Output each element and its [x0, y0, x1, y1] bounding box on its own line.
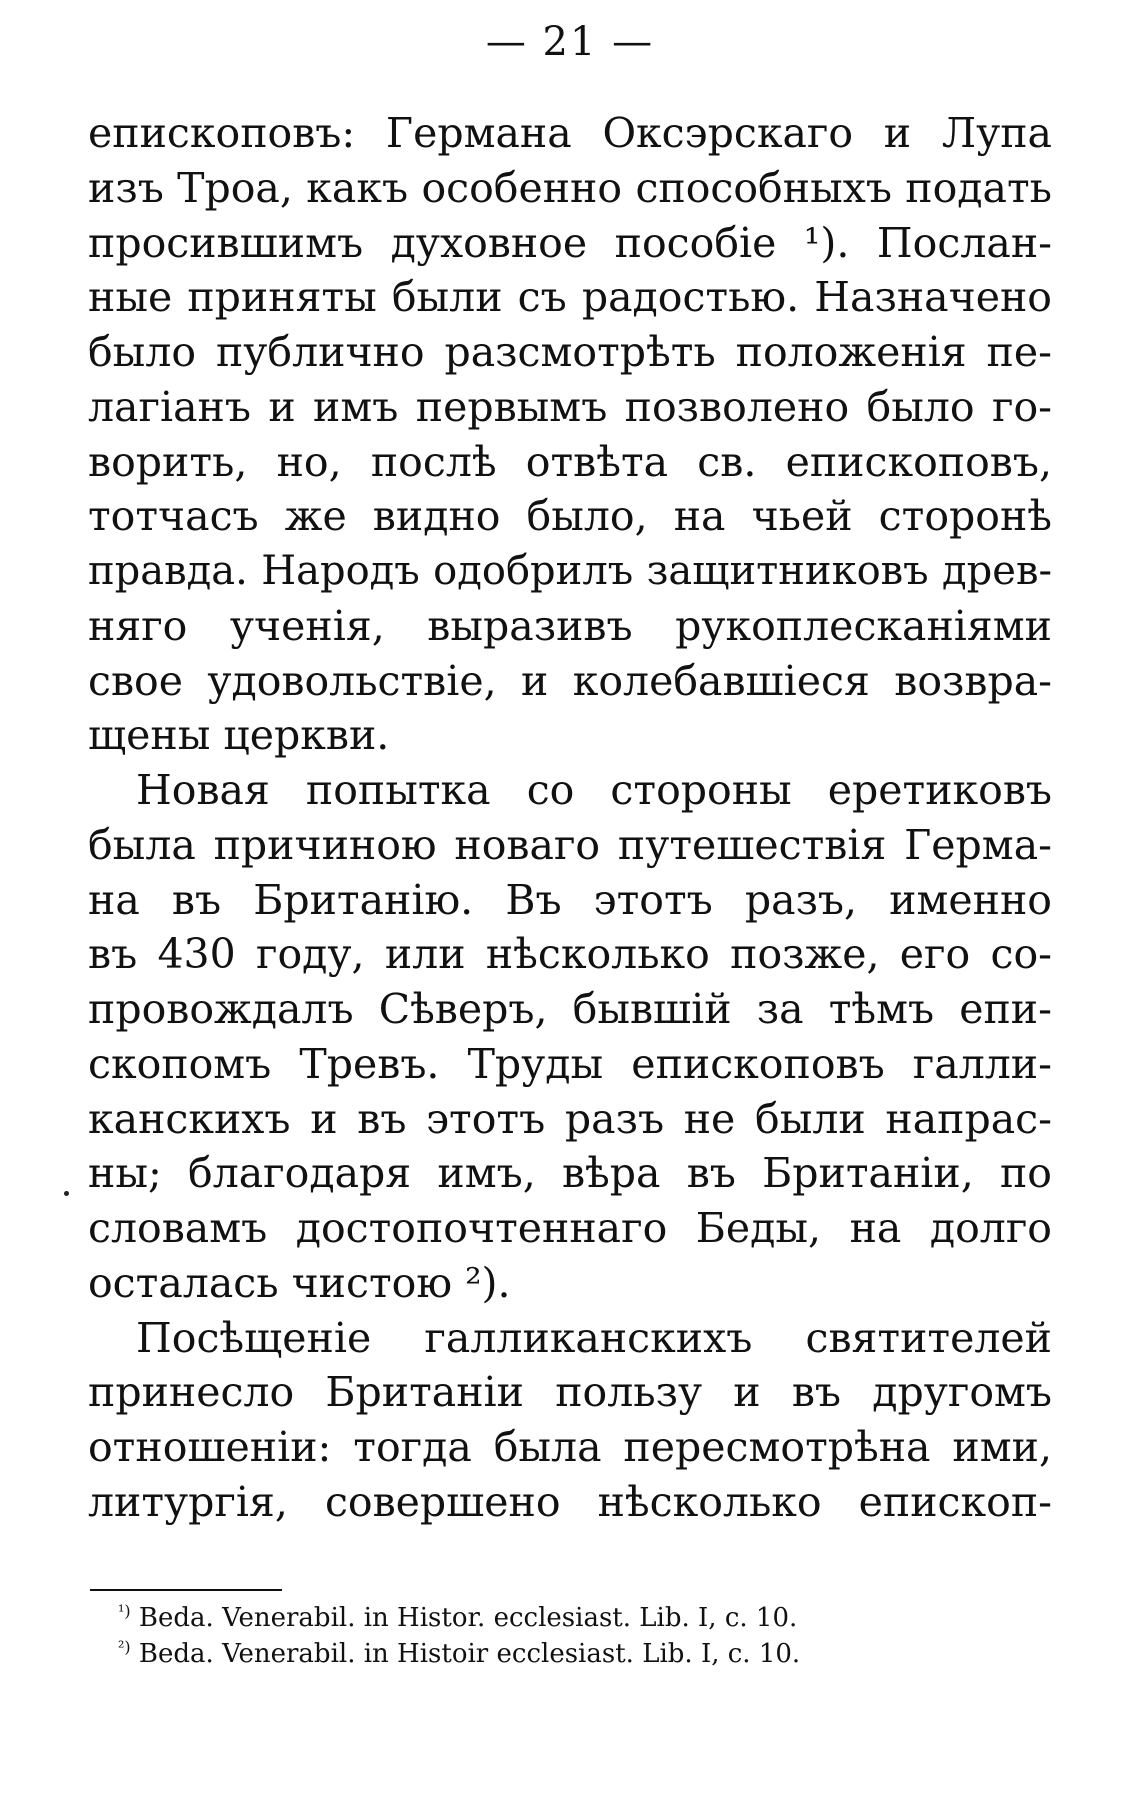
text-line: лагіанъ и имъ первымъ позволено было го- [88, 382, 1052, 431]
text-line: принесло Британіи пользу и въ другомъ [88, 1368, 1052, 1417]
text-line: на въ Британію. Въ этотъ разъ, именно [88, 875, 1052, 924]
text-line: просившимъ духовное пособіе ¹). Послан- [88, 218, 1052, 267]
text-line: ворить, но, послѣ отвѣта св. епископовъ, [88, 437, 1052, 486]
text-line: правда. Народъ одобрилъ защитниковъ древ- [88, 548, 1052, 594]
print-speck [64, 1191, 69, 1196]
paragraph-2 [88, 763, 1052, 1311]
text-line: ные приняты были съ радостью. Назначено [88, 273, 1052, 322]
footnote-text: Beda. Venerabil. in Histor. ecclesiast. Lib. I, c. 10. [138, 1603, 798, 1633]
footnotes [118, 1600, 978, 1672]
text-line: въ 430 году, или нѣсколько позже, его со- [88, 930, 1052, 979]
footnote-2 [118, 1636, 978, 1672]
paragraph-3 [88, 1311, 1052, 1530]
paragraph-1 [88, 106, 1052, 763]
text-line: было публично разсмотрѣть положенія пе- [88, 328, 1052, 376]
text-line: тотчасъ же видно было, на чьей сторонѣ [88, 492, 1052, 541]
text-line: словамъ достопочтеннаго Беды, на долго [88, 1204, 1052, 1252]
footnote-mark: ¹) [118, 1601, 131, 1621]
page-number: — 21 — [485, 19, 655, 65]
text-line: провождалъ Сѣверъ, бывшій за тѣмъ епи- [88, 985, 1052, 1033]
text-line: няго ученія, выразивъ рукоплесканіями [88, 601, 1052, 650]
text-line: свое удовольствіе, и колебавшіеся возвра- [88, 656, 1052, 705]
text-line: Посѣщеніе галликанскихъ святителей [136, 1313, 1052, 1362]
text-line: была причиною новаго путешествія Герма- [88, 820, 1052, 869]
text-line: щены церкви. [88, 711, 390, 760]
text-line: епископовъ: Германа Оксэрскаго и Лупа [88, 109, 1052, 157]
text-line: литургія, совершено нѣсколько епископ- [88, 1477, 1052, 1526]
text-line: отношеніи: тогда была пересмотрѣна ими, [88, 1423, 1052, 1471]
text-line: осталась чистою ²). [88, 1258, 511, 1307]
footnote-divider [90, 1589, 282, 1591]
footnote-1 [118, 1600, 978, 1636]
footnote-mark: ²) [118, 1637, 131, 1657]
text-line: Новая попытка со стороны еретиковъ [136, 766, 1052, 814]
footnote-text: Beda. Venerabil. in Histoir ecclesiast. Lib. I, c. 10. [138, 1639, 801, 1669]
body-text [88, 106, 1052, 1530]
text-line: изъ Троа, какъ особенно способныхъ подать [88, 163, 1052, 212]
text-line: скопомъ Тревъ. Труды епископовъ галли- [88, 1039, 1052, 1088]
text-line: канскихъ и въ этотъ разъ не были напрас- [88, 1094, 1052, 1143]
text-line: ны; благодаря имъ, вѣра въ Британіи, по [88, 1149, 1052, 1198]
